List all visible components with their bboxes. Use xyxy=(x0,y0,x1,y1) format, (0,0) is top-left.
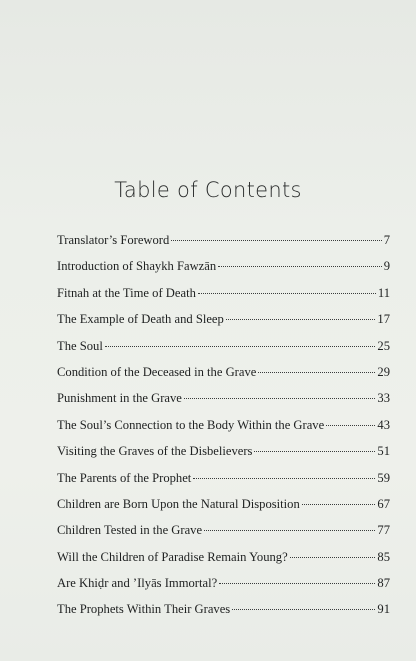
toc-entry-title: Condition of the Deceased in the Grave xyxy=(57,364,257,379)
toc-entry xyxy=(57,444,390,470)
toc-entry-title: Children Tested in the Grave xyxy=(57,523,203,538)
toc-leader-dots xyxy=(218,266,382,267)
toc-entry-title: The Soul xyxy=(57,338,103,353)
toc-entry-page: 59 xyxy=(377,470,390,485)
toc-leader-dots xyxy=(219,583,375,584)
toc-entry-page: 29 xyxy=(377,364,390,379)
toc-entry-page: 25 xyxy=(377,338,390,353)
toc-entry xyxy=(57,339,390,365)
toc-leader-dots xyxy=(326,425,375,426)
toc-entry xyxy=(57,286,390,312)
toc-entry-page: 67 xyxy=(377,496,390,511)
toc-entry-page: 43 xyxy=(377,417,390,432)
toc-entry-title: Translator’s Foreword xyxy=(57,233,170,247)
toc-entry-title: The Parents of the Prophet xyxy=(57,470,192,485)
toc-entry-title: Children are Born Upon the Natural Disposition xyxy=(57,496,300,511)
toc-entry-title: The Example of Death and Sleep xyxy=(57,312,224,327)
toc-leader-dots xyxy=(204,530,375,531)
toc-entry-page: 85 xyxy=(377,549,390,564)
toc-entry-page: 7 xyxy=(383,233,390,247)
toc-entry xyxy=(57,471,390,497)
toc-leader-dots xyxy=(198,293,376,294)
toc-entry-title: The Soul’s Connection to the Body Within the Grave xyxy=(57,417,325,432)
toc-entry-title: Punishment in the Grave xyxy=(57,391,182,406)
toc-entry-page: 17 xyxy=(377,312,390,327)
toc-entry xyxy=(57,523,390,549)
toc-entry-page: 87 xyxy=(377,576,390,591)
toc-leader-dots xyxy=(171,240,381,241)
toc-entry-page: 91 xyxy=(377,602,390,617)
toc-entry-title: Are Khiḍr and ’Ilyās Immortal? xyxy=(57,576,218,591)
toc-entry xyxy=(57,602,390,628)
toc-entry xyxy=(57,312,390,338)
toc-entry-page: 33 xyxy=(377,391,390,406)
toc-entry xyxy=(57,418,390,444)
toc-entry-title: The Prophets Within Their Graves xyxy=(57,602,231,617)
toc-leader-dots xyxy=(258,372,375,373)
toc-entry xyxy=(57,259,390,285)
toc-entry xyxy=(57,550,390,576)
table-of-contents xyxy=(57,233,390,629)
page-title: Table of Contents xyxy=(114,178,302,202)
toc-leader-dots xyxy=(193,478,375,479)
toc-leader-dots xyxy=(226,319,376,320)
toc-entry-title: Introduction of Shaykh Fawzān xyxy=(57,259,217,274)
toc-entry xyxy=(57,233,390,259)
toc-entry-page: 51 xyxy=(377,444,390,459)
toc-leader-dots xyxy=(105,346,376,347)
toc-entry-page: 11 xyxy=(377,285,390,300)
toc-entry-page: 9 xyxy=(383,259,390,274)
toc-leader-dots xyxy=(254,451,375,452)
toc-entry-title: Fitnah at the Time of Death xyxy=(57,285,196,300)
toc-entry-title: Visiting the Graves of the Disbelievers xyxy=(57,444,253,459)
toc-leader-dots xyxy=(232,609,375,610)
toc-entry xyxy=(57,365,390,391)
toc-leader-dots xyxy=(290,557,376,558)
toc-leader-dots xyxy=(184,398,376,399)
bleed-through-text xyxy=(108,37,411,242)
toc-entry-page: 77 xyxy=(377,523,390,538)
toc-entry xyxy=(57,391,390,417)
toc-leader-dots xyxy=(302,504,376,505)
toc-entry xyxy=(57,576,390,602)
toc-entry-title: Will the Children of Paradise Remain Young? xyxy=(57,549,288,564)
toc-entry xyxy=(57,497,390,523)
